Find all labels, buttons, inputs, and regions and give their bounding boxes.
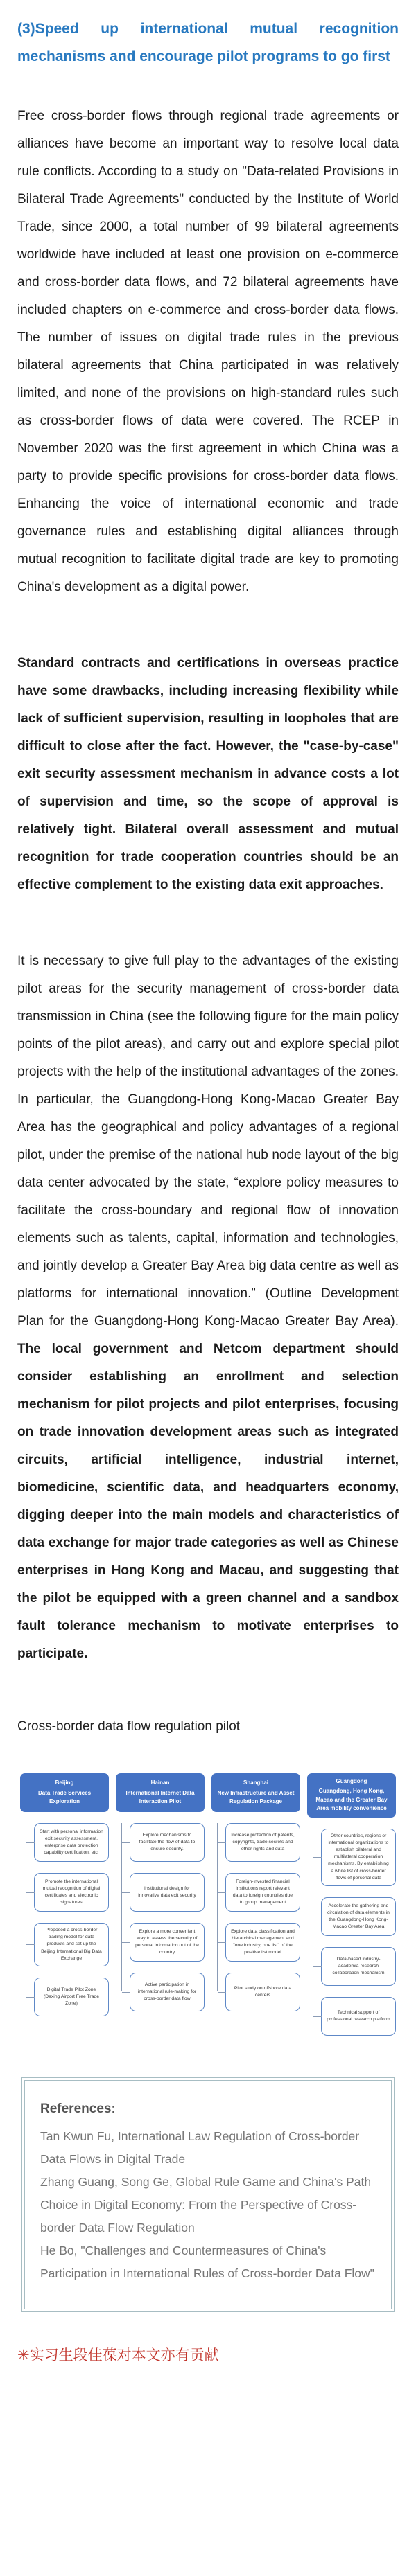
pilot-item: Active participation in international rule-making for cross-border data flow [130,1973,205,2011]
paragraph-3-bold-segment: The local government and Netcom department should consider establishing an enrollment and selection mechanism for pilot projects and pilot enterprises, focusing on trade innovation development areas such as integrated circuits, artificial intelligence, industrial internet, biomedicine, scientific data, and headquarters economy, digging deeper into the main models and characteristics of data exchange for major trade categories as well as Chinese enterprises in Hong Kong and Macau, and suggesting that the pilot be equipped with a green channel and a sandbox fault tolerance mechanism to motivate enterprises to participate. [17,1342,399,1661]
references-box-inner [24,2080,392,2309]
pilot-item: Promote the international mutual recognition of digital certificates and electronic signatures [34,1873,109,1912]
pilot-city-label: Guangdong [336,1778,367,1784]
pilot-column-beijing [20,1773,109,2036]
pilot-item: Foreign-invested financial institutions report relevant data to foreign countries due to group management [225,1873,300,1912]
pilot-item: Increase protection of patents, copyrights, trade secrets and other rights and data [225,1823,300,1862]
reference-entry: He Bo, "Challenges and Countermeasures of China's Participation in International Rules of Cross-border Data Flow" [40,2243,374,2280]
pilot-column-guangdong [307,1773,396,2036]
pilot-item: Technical support of professional research platform [321,1997,396,2036]
pilot-item: Accelerate the gathering and circulation of data elements in the Guangdong-Hong Kong-Macao Greater Bay Area [321,1897,396,1936]
pilot-items-beijing [20,1823,109,2016]
pilot-header-guangdong [307,1773,396,1818]
contributor-footnote: ✳实习生段佳葆对本文亦有贡献 [17,2347,219,2363]
pilot-items-shanghai [211,1823,300,2011]
pilot-column-shanghai [211,1773,300,2036]
pilot-item: Pilot study on offshore data centers [225,1973,300,2011]
pilot-city-label: Hainan [150,1779,170,1786]
pilot-subtitle-label: International Internet Data Interaction Pilot [125,1789,195,1805]
pilot-item: Explore a more convenient way to assess the security of personal information out of the country [130,1923,205,1962]
pilot-item: Proposed a cross-border trading model for data products and set up the Beijing International Big Data Exchange [34,1923,109,1966]
pilot-item: Data-based industry-academia-research collaboration mechanism [321,1947,396,1986]
pilot-diagram [20,1773,396,2036]
pilot-subtitle-label: Data Trade Services Exploration [37,1789,92,1805]
pilot-items-guangdong [307,1829,396,2036]
paragraph-3 [17,948,399,1668]
pilot-item: Institutional design for innovative data exit security [130,1873,205,1912]
paragraph-2-bold: Standard contracts and certifications in overseas practice have some drawbacks, including increasing flexibility while lack of sufficient supervision, resulting in loopholes that are difficult to close after the fact. However, the "case-by-case" exit security assessment mechanism in advance costs a lot of supervision and time, so the scope of approval is relatively tight. Bilateral overall assessment and mutual recognition for trade cooperation countries should be an effective complement to the existing data exit approaches. [17,656,399,892]
reference-entry: Zhang Guang, Song Ge, Global Rule Game and China's Path Choice in Digital Economy: From the Perspective of Cross-border Data Flow Regulation [40,2174,372,2235]
pilot-items-hainan [116,1823,205,2011]
references-title: References: [40,2101,116,2116]
pilot-item: Other countries, regions or international organizations to establish bilateral and multilateral cooperation mechanisms. By establishing a white list of cross-border flows of personal data [321,1829,396,1886]
pilot-header-shanghai [211,1773,300,1812]
pilot-item: Explore mechanisms to facilitate the flow of data to ensure security. [130,1823,205,1862]
figure-caption: Cross-border data flow regulation pilot [17,1719,241,1734]
paragraph-1: Free cross-border flows through regional trade agreements or alliances have become an important way to resolve local data rule conflicts. According to a study on "Data-related Provisions in Bilateral Trade Agreements" conducted by the Institute of World Trade, since 2000, a total number of 99 bilateral agreements worldwide have included at least one provision on e-commerce and cross-border data flows, and 72 bilateral agreements have included chapters on e-commerce and cross-border data flows. The number of issues on digital trade rules in the previous bilateral agreements that China participated in was relatively limited, and none of the provisions on high-standard rules such as cross-border flows of data were covered. The RCEP in November 2020 was the first agreement in which China was a party to provide specific provisions for cross-border data flows. Enhancing the voice of international economic and trade governance rules and establishing digital alliances through mutual recognition to facilitate digital trade are key to promoting China's development as a digital power. [17,109,399,594]
pilot-item: Start with personal information exit security assessment, enterprise data protection capability certification, etc. [34,1823,109,1862]
pilot-item: Digital Trade Pilot Zone (Daxing Airport Free Trade Zone) [34,1978,109,2016]
pilot-city-label: Beijing [55,1779,74,1786]
pilot-header-beijing [20,1773,109,1812]
pilot-column-hainan [116,1773,205,2036]
pilot-subtitle-label: New Infrastructure and Asset Regulation Package [217,1789,295,1805]
paragraph-3-normal-segment: It is necessary to give full play to the advantages of the existing pilot areas for the security management of cross-border data transmission in China (see the following figure for the main policy points of the pilot areas), and carry out and explore special pilot projects with the help of the institutional advantages of the zones. In particular, the Guangdong-Hong Kong-Macao Greater Bay Area has the geographical and policy advantages of a regional pilot, under the premise of the national hub node layout of the big data center advocated by the state, “explore policy measures to facilitate the cross-boundary and regional flow of innovation elements such as talents, capital, information and technologies, and jointly develop a Greater Bay Area big data centre as well as platforms for international innovation.” (Outline Development Plan for the Guangdong-Hong Kong-Macao Greater Bay Area). [17,954,399,1329]
pilot-item: Explore data classification and hierarchical management and "one industry, one list" of the positive list model [225,1923,300,1962]
pilot-subtitle-label: Guangdong, Hong Kong, Macao and the Greater Bay Area mobility convenience [315,1788,388,1812]
reference-entry: Tan Kwun Fu, International Law Regulation of Cross-border Data Flows in Digital Trade [40,2129,360,2166]
pilot-city-label: Shanghai [243,1779,268,1786]
pilot-header-hainan [116,1773,205,1812]
section-heading: (3)Speed up international mutual recognition mechanisms and encourage pilot programs to go first [17,21,399,64]
references-box [21,2077,395,2312]
